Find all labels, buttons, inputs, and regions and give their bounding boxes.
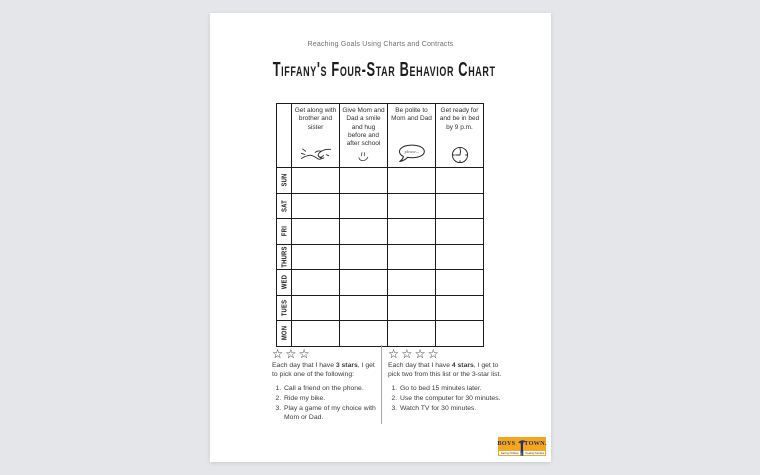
star-icon: ☆	[388, 346, 400, 361]
chart-cell	[436, 219, 484, 245]
star-icon: ☆	[414, 346, 426, 361]
intro-text: , I get to pick two from this list or the 3-star list.	[388, 362, 502, 378]
tagline-left: Saving Children	[501, 451, 520, 455]
star-icon: ☆	[298, 346, 310, 361]
chart-day-row	[277, 295, 484, 321]
reward-item: 1. Call a friend on the phone.	[283, 385, 376, 394]
reward-item: 3. Watch TV for 30 minutes.	[399, 405, 502, 414]
star-icon: ☆	[272, 346, 284, 361]
intro-text: Each day that I have	[388, 362, 452, 369]
day-label-text: WED	[279, 275, 289, 290]
smiley-face-icon	[340, 149, 387, 167]
four-star-rewards	[388, 345, 502, 424]
day-label-sun	[277, 168, 292, 194]
chart-cell	[292, 321, 340, 347]
boystown-logo	[498, 437, 546, 456]
chart-cell	[292, 244, 340, 270]
chart-cell	[292, 193, 340, 219]
clock-icon	[436, 142, 483, 167]
day-label-text: TUES	[279, 299, 289, 317]
reward-item: 2. Use the computer for 30 minutes.	[399, 395, 502, 404]
section-divider	[381, 345, 382, 424]
three-star-rewards	[272, 345, 376, 424]
chart-cell	[388, 219, 436, 245]
chart-cell	[340, 270, 388, 296]
day-label-text: SAT	[279, 199, 289, 212]
svg-text:please...: please...	[404, 148, 419, 154]
chart-cell	[292, 270, 340, 296]
chart-cell	[436, 321, 484, 347]
chart-header-row	[277, 104, 484, 168]
chart-day-row	[277, 321, 484, 347]
chart-title-text: Tiffany's Four-Star Behavior Chart	[272, 59, 496, 81]
chart-cell	[340, 193, 388, 219]
day-label-fri	[277, 219, 292, 245]
intro-bold-text: 3 stars	[335, 362, 358, 369]
chart-cell	[292, 168, 340, 194]
chart-cell	[340, 168, 388, 194]
chart-cell	[388, 270, 436, 296]
chart-cell	[340, 321, 388, 347]
chart-cell	[340, 219, 388, 245]
chart-cell	[436, 193, 484, 219]
speech-bubble-please-icon	[388, 142, 435, 167]
logo-word-right: TOWN.	[524, 439, 547, 447]
reward-item: 1. Go to bed 15 minutes later.	[399, 385, 502, 394]
column-label: Get ready for and be in bed by 9 p.m.	[439, 107, 480, 131]
chart-column-header	[340, 104, 388, 168]
chart-cell	[388, 295, 436, 321]
day-label-wed	[277, 270, 292, 296]
day-label-text: FRI	[279, 226, 289, 237]
four-star-icons	[388, 345, 502, 359]
reward-item: 3. Play a game of my choice with Mom or Dad.	[283, 405, 376, 423]
chart-cell	[436, 270, 484, 296]
star-icon: ☆	[427, 346, 439, 361]
chart-cell	[292, 219, 340, 245]
chart-day-row	[277, 193, 484, 219]
four-star-list	[388, 385, 502, 414]
day-label-thurs	[277, 244, 292, 270]
lesson-header: Reaching Goals Using Charts and Contracts	[307, 41, 454, 48]
tagline-right: Healing Families	[525, 451, 545, 455]
day-label-text: THURS	[279, 246, 289, 268]
four-star-intro	[388, 362, 502, 380]
chart-cell	[340, 244, 388, 270]
statue-icon	[518, 438, 526, 456]
chart-day-row	[277, 168, 484, 194]
star-icon: ☆	[285, 346, 297, 361]
worksheet-page	[210, 13, 551, 462]
chart-day-row	[277, 244, 484, 270]
day-label-text: SUN	[279, 173, 289, 187]
column-label: Be polite to Mom and Dad	[391, 107, 432, 123]
chart-cell	[436, 295, 484, 321]
behavior-chart-table	[276, 103, 484, 347]
chart-cell	[340, 295, 388, 321]
chart-cell	[388, 321, 436, 347]
intro-bold-text: 4 stars	[451, 362, 474, 369]
day-label-sat	[277, 193, 292, 219]
chart-day-row	[277, 270, 484, 296]
chart-cell	[436, 244, 484, 270]
day-label-text: MON	[279, 326, 289, 341]
day-label-mon	[277, 321, 292, 347]
chart-cell	[292, 295, 340, 321]
rewards-section	[272, 345, 504, 424]
chart-cell	[388, 168, 436, 194]
handshake-icon	[292, 142, 339, 167]
three-star-list	[272, 385, 376, 423]
day-label-tues	[277, 295, 292, 321]
chart-cell	[388, 244, 436, 270]
chart-column-header	[388, 104, 436, 168]
logo-word-left: BOYS	[497, 439, 516, 447]
column-label: Get along with brother and sister	[294, 107, 337, 131]
chart-day-row	[277, 219, 484, 245]
intro-text: , I get to pick one of the following:	[272, 362, 375, 378]
reward-item: 2. Ride my bike.	[283, 395, 376, 404]
chart-cell	[388, 193, 436, 219]
chart-title	[210, 59, 551, 82]
chart-column-header	[292, 104, 340, 168]
chart-column-header	[436, 104, 484, 168]
corner-cell	[277, 104, 292, 168]
intro-text: Each day that I have	[272, 362, 336, 369]
three-star-icons	[272, 345, 376, 359]
chart-cell	[436, 168, 484, 194]
three-star-intro	[272, 362, 376, 380]
column-label: Give Mom and Dad a smile and hug before and after school	[342, 107, 385, 148]
star-icon: ☆	[401, 346, 413, 361]
